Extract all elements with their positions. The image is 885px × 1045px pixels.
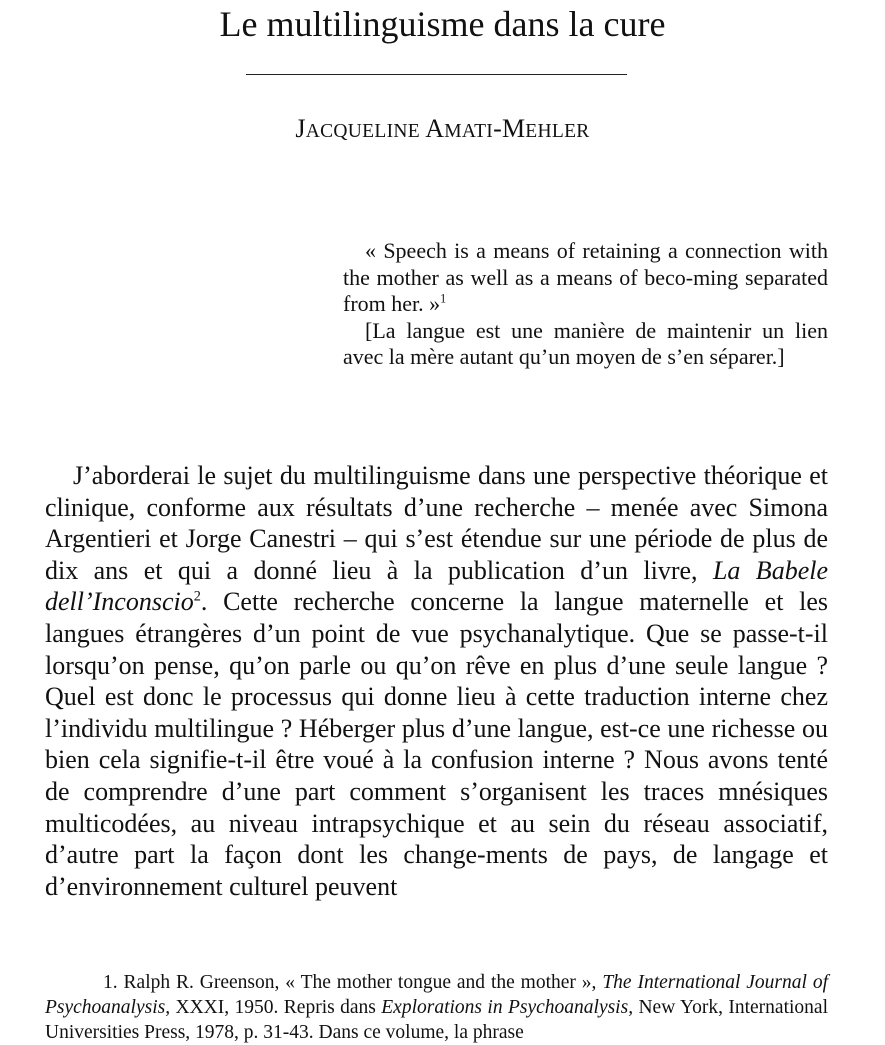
footnote-number: 1. — [103, 972, 118, 993]
author-initial: J — [295, 114, 306, 143]
footnote-ref: 2 — [193, 588, 201, 605]
epigraph-quote-text: « Speech is a means of retaining a connection with the mother as well as a means of beco-ming separated from her. » — [343, 238, 828, 316]
footnote-paragraph — [45, 970, 828, 1045]
article-title: Le multilinguisme dans la cure — [219, 4, 666, 44]
title-divider — [246, 74, 627, 75]
author-smallcaps: MATI — [444, 121, 494, 142]
footnote-text: Ralph R. Greenson, « The mother tongue and the mother », — [123, 972, 603, 993]
body-text-part: J’aborderai le sujet du multilinguisme dans une perspective théorique et clinique, conforme aux résultats d’une recherche – menée avec Simona Argentieri et Jorge Canestri – qui s’est étendue sur une période de plus de dix ans et qui a donné lieu à la publication d’un livre, — [45, 461, 828, 585]
author-initial: M — [501, 114, 526, 143]
epigraph — [343, 238, 828, 371]
body-text-part: . Cette recherche concerne la langue maternelle et les langues étrangères d’un point de vue psychanalytique. Que se passe-t-il lorsqu’on pense, qu’on parle ou qu’on rêve en plus d’une seule langue ? Quel est donc le processus qui donne lieu à cette traduction interne chez l’individu multilingue ? Héberger plus d’une langue, est-ce une richesse ou bien cela signifie-t-il être voué à la confusion interne ? Nous avons tenté de comprendre d’une part comment s’organisent les traces mnésiques multicodées, au niveau intrapsychique et au sein du réseau associatif, d’autre part la façon dont les change-ments de pays, de langage et d’environnement culturel peuvent — [45, 587, 828, 901]
book-title: La Babele dell’Inconscio — [45, 555, 828, 617]
author-initial: A — [425, 114, 445, 143]
epigraph-quote — [343, 238, 828, 318]
body-text — [45, 460, 828, 902]
epigraph-translation: [La langue est une manière de maintenir un lien avec la mère autant qu’un moyen de s’en séparer.] — [343, 317, 828, 369]
footnote-text: New York, International Universities Press, 1978, p. 31-43. Dans ce volume, la phrase — [45, 997, 828, 1043]
footnote-journal: The International Journal of Psychoanalysis, — [45, 972, 829, 1018]
footnote-ref: 1 — [440, 291, 447, 306]
author-name — [0, 112, 885, 149]
author-smallcaps: ACQUELINE — [305, 121, 420, 142]
author-hyphen: - — [493, 114, 502, 143]
footnote-text: XXXI, 1950. Repris dans — [170, 997, 382, 1018]
body-paragraph — [45, 460, 828, 902]
author-smallcaps: EHLER — [525, 121, 590, 142]
footnote — [45, 970, 828, 1045]
footnote-book: Explorations in Psychoanalysis, — [381, 997, 634, 1018]
